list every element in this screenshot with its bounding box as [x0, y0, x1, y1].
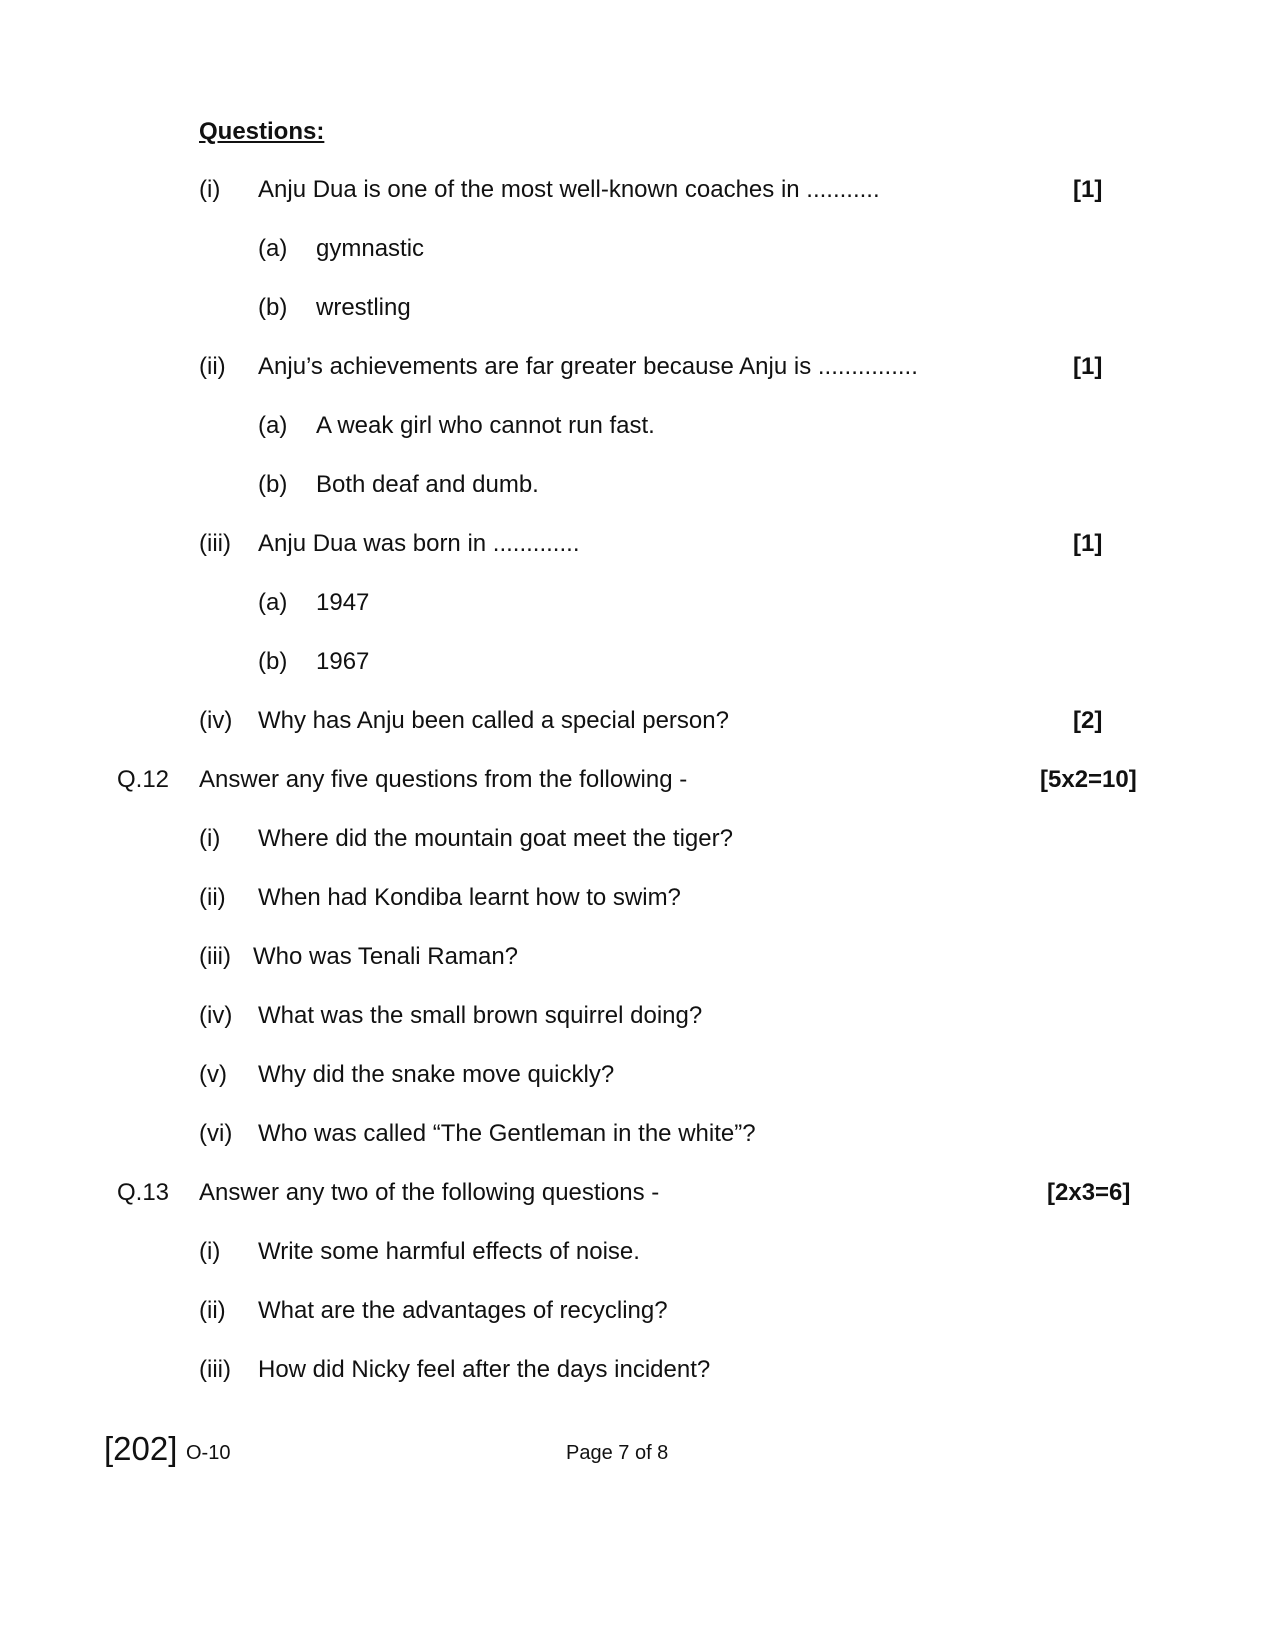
question-text: Write some harmful effects of noise.	[258, 1238, 640, 1265]
question-number: (i)	[199, 825, 221, 852]
option-text: 1967	[316, 648, 370, 675]
option-text: wrestling	[316, 294, 411, 321]
question-text: Answer any two of the following questions -	[199, 1179, 660, 1206]
option-label: (b)	[258, 471, 288, 498]
marks-label: [5x2=10]	[1040, 766, 1137, 793]
question-number: (vi)	[199, 1120, 233, 1147]
question-number: (v)	[199, 1061, 227, 1088]
option-label: (b)	[258, 294, 288, 321]
page-number: Page 7 of 8	[566, 1442, 669, 1464]
question-number: (iii)	[199, 943, 231, 970]
marks-label: [1]	[1073, 353, 1103, 380]
paper-code: [202]	[104, 1430, 178, 1467]
question-text: Why did the snake move quickly?	[258, 1061, 615, 1088]
paper-set: O-10	[186, 1442, 231, 1464]
question-number: Q.12	[117, 766, 170, 793]
option-label: (a)	[258, 589, 288, 616]
question-number: (ii)	[199, 1297, 226, 1324]
question-number: (iv)	[199, 1002, 233, 1029]
question-text: When had Kondiba learnt how to swim?	[258, 884, 681, 911]
questions-heading: Questions:	[199, 118, 325, 145]
option-text: Both deaf and dumb.	[316, 471, 539, 498]
question-text: Who was called “The Gentleman in the white”?	[258, 1120, 756, 1147]
question-number: (iii)	[199, 530, 231, 557]
question-text: Anju Dua was born in .............	[258, 530, 580, 557]
question-number: (ii)	[199, 884, 226, 911]
question-text: Where did the mountain goat meet the tiger?	[258, 825, 733, 852]
option-text: gymnastic	[316, 235, 425, 262]
question-number: (ii)	[199, 353, 226, 380]
question-text: Who was Tenali Raman?	[253, 943, 519, 970]
option-label: (b)	[258, 648, 288, 675]
question-number: (i)	[199, 1238, 221, 1265]
question-text: What was the small brown squirrel doing?	[258, 1002, 703, 1029]
question-text: Anju’s achievements are far greater because Anju is ...............	[258, 353, 918, 380]
question-text: What are the advantages of recycling?	[258, 1297, 668, 1324]
question-number: (i)	[199, 176, 221, 203]
marks-label: [1]	[1073, 176, 1103, 203]
question-text: Answer any five questions from the following -	[199, 766, 688, 793]
marks-label: [2x3=6]	[1047, 1179, 1131, 1206]
question-number: (iii)	[199, 1356, 231, 1383]
question-text: Why has Anju been called a special person?	[258, 707, 729, 734]
option-label: (a)	[258, 235, 288, 262]
question-number: Q.13	[117, 1179, 170, 1206]
marks-label: [1]	[1073, 530, 1103, 557]
question-number: (iv)	[199, 707, 233, 734]
option-text: 1947	[316, 589, 370, 616]
option-label: (a)	[258, 412, 288, 439]
question-text: Anju Dua is one of the most well-known coaches in ...........	[258, 176, 880, 203]
marks-label: [2]	[1073, 707, 1103, 734]
option-text: A weak girl who cannot run fast.	[316, 412, 655, 439]
question-text: How did Nicky feel after the days incident?	[258, 1356, 711, 1383]
